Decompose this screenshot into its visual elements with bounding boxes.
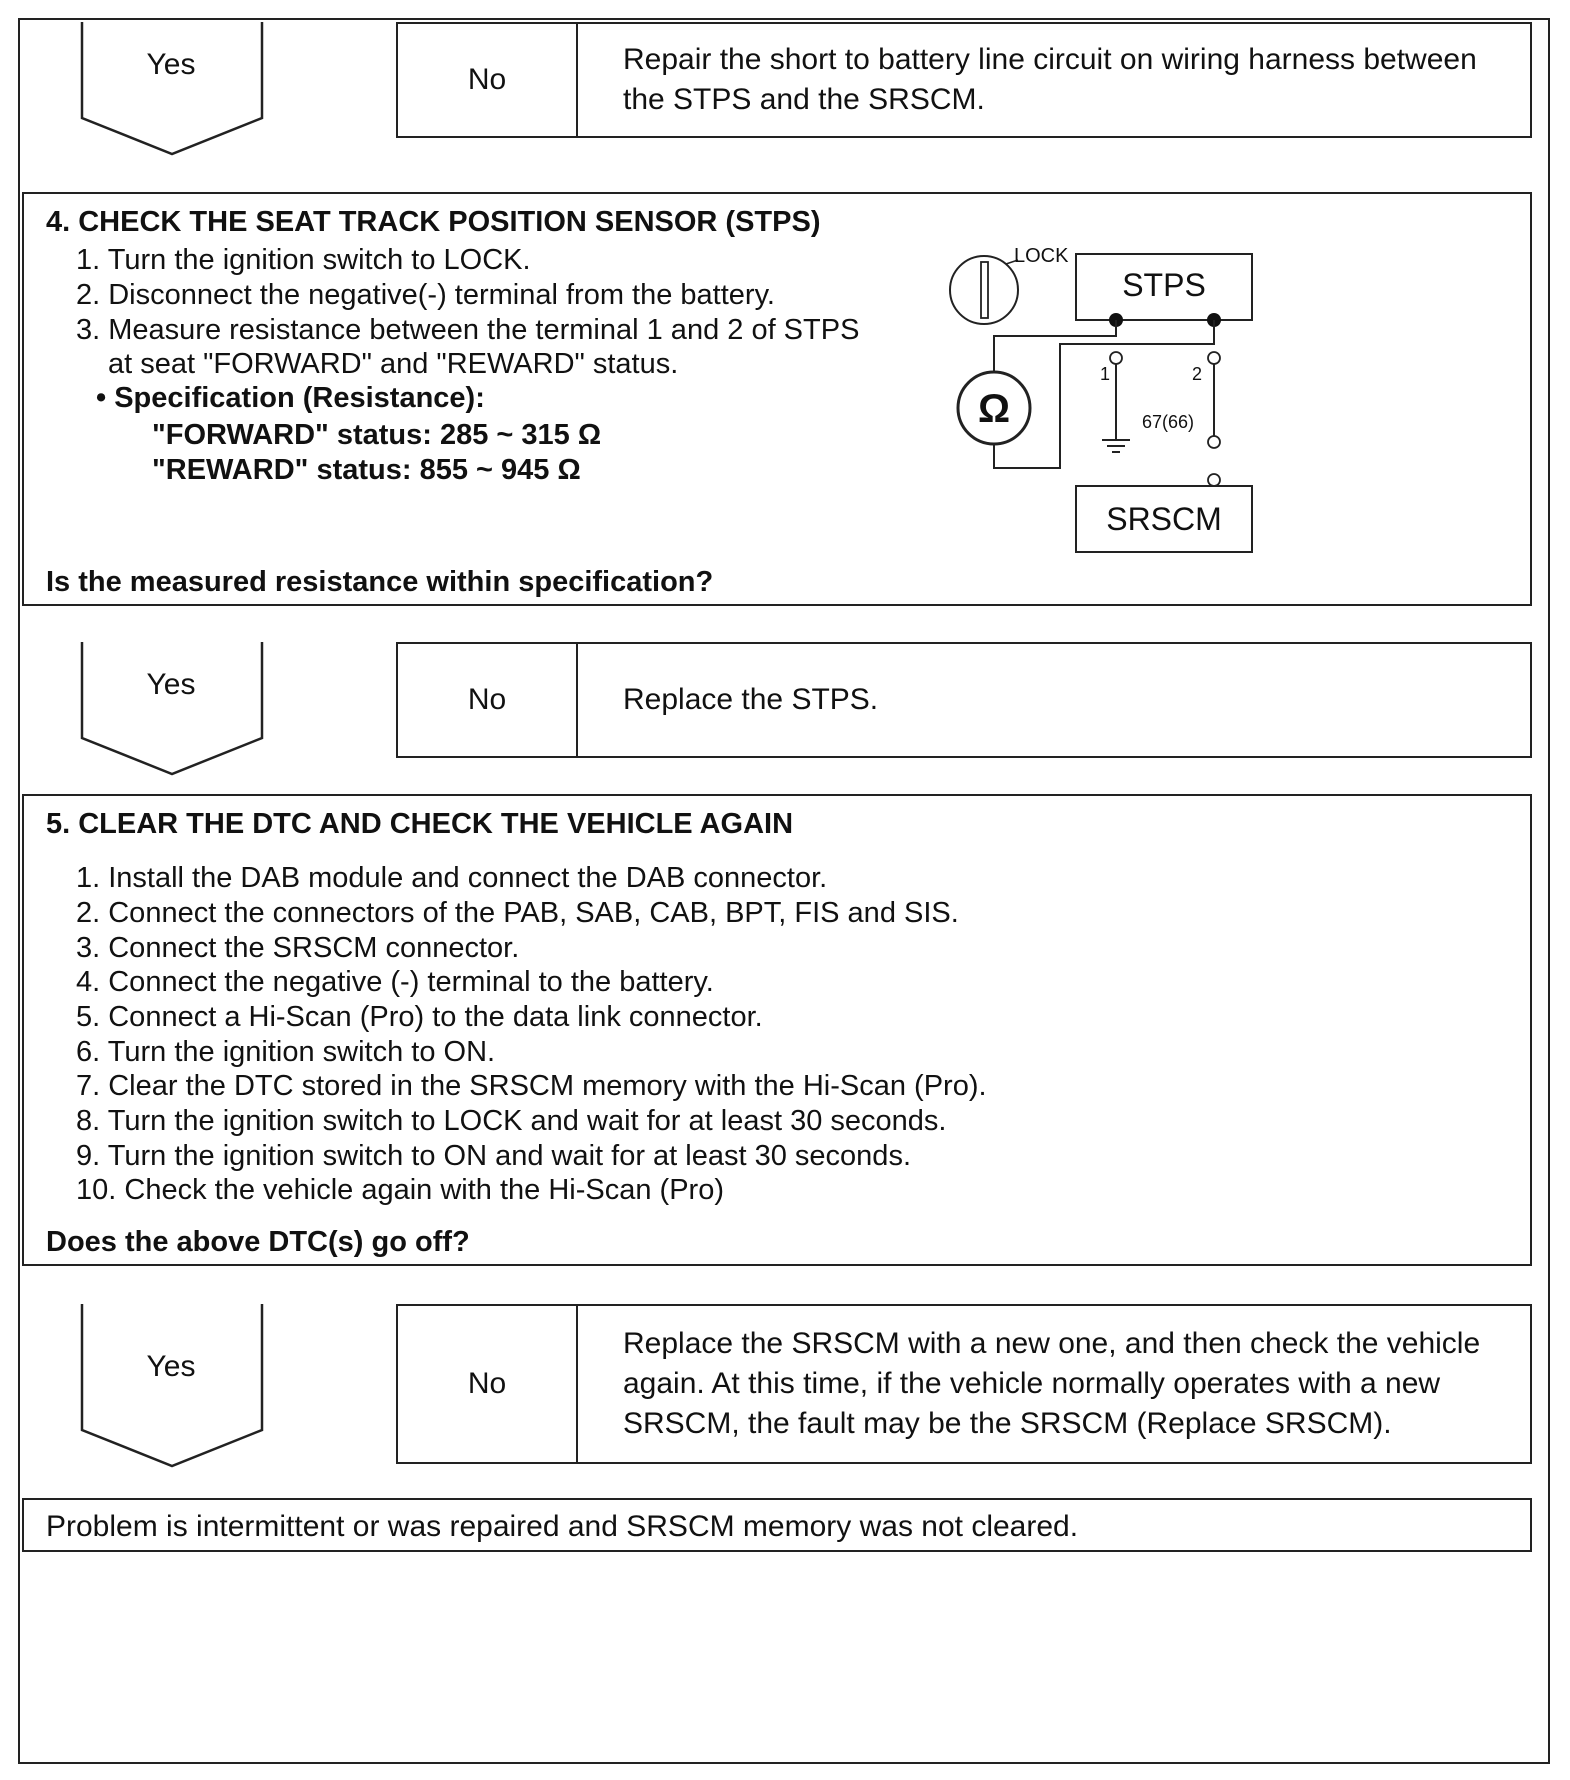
- yes-arrow-2: [80, 642, 266, 778]
- step4-item-3-cont: at seat "FORWARD" and "REWARD" status.: [108, 348, 679, 380]
- no-label-2: No: [398, 644, 578, 756]
- step5-item-4: 4. Connect the negative (-) terminal to the battery.: [76, 966, 714, 998]
- yes-label-2: Yes: [146, 668, 196, 701]
- no-box-1: [396, 22, 1532, 138]
- no-label-1: No: [398, 24, 578, 136]
- step5-item-9: 9. Turn the ignition switch to ON and wait for at least 30 seconds.: [76, 1140, 911, 1172]
- step5-item-2: 2. Connect the connectors of the PAB, SAB, CAB, BPT, FIS and SIS.: [76, 897, 959, 929]
- document-page: [18, 18, 1550, 1764]
- ignition-lock-icon: [950, 256, 1018, 324]
- lock-label: LOCK: [1014, 245, 1069, 267]
- step4-item-1: 1. Turn the ignition switch to LOCK.: [76, 244, 531, 276]
- yes-arrow-1: [80, 22, 266, 158]
- pin2-label: 2: [1192, 364, 1203, 384]
- pin1-label: 1: [1100, 364, 1111, 384]
- step5-item-10: 10. Check the vehicle again with the Hi-Scan (Pro): [76, 1174, 724, 1206]
- step4-item-2: 2. Disconnect the negative(-) terminal from the battery.: [76, 279, 775, 311]
- no-label-3: No: [398, 1306, 578, 1462]
- step5-item-1: 1. Install the DAB module and connect the DAB connector.: [76, 862, 828, 894]
- spec-reward: "REWARD" status: 855 ~ 945 Ω: [152, 454, 581, 486]
- step5-item-5: 5. Connect a Hi-Scan (Pro) to the data link connector.: [76, 1001, 763, 1033]
- yes-arrow-3: [80, 1304, 266, 1470]
- srscm-label: SRSCM: [1106, 501, 1222, 537]
- yes-label-1: Yes: [146, 48, 196, 81]
- stps-circuit-diagram: [924, 214, 1284, 554]
- step5-item-3: 3. Connect the SRSCM connector.: [76, 932, 520, 964]
- step5-box: [22, 794, 1532, 1266]
- no-box-3: [396, 1304, 1532, 1464]
- final-box: [22, 1498, 1532, 1552]
- step4-box: [22, 192, 1532, 606]
- yes-label-3: Yes: [146, 1350, 196, 1383]
- step5-item-6: 6. Turn the ignition switch to ON.: [76, 1036, 496, 1068]
- final-text: Problem is intermittent or was repaired and SRSCM memory was not cleared.: [46, 1510, 1079, 1543]
- no-action-2: Replace the STPS.: [623, 683, 879, 716]
- ohm-symbol: Ω: [977, 387, 1011, 431]
- step5-title: 5. CLEAR THE DTC AND CHECK THE VEHICLE AGAIN: [46, 808, 794, 840]
- step5-item-8: 8. Turn the ignition switch to LOCK and wait for at least 30 seconds.: [76, 1105, 947, 1137]
- spec-forward: "FORWARD" status: 285 ~ 315 Ω: [152, 419, 602, 451]
- stps-label: STPS: [1122, 267, 1206, 303]
- step4-item-3: 3. Measure resistance between the terminal 1 and 2 of STPS: [76, 314, 860, 346]
- spec-heading: • Specification (Resistance):: [96, 382, 485, 414]
- no-action-1: Repair the short to battery line circuit on wiring harness between the STPS and the SRSCM.: [623, 43, 1477, 116]
- step5-question: Does the above DTC(s) go off?: [46, 1226, 470, 1258]
- step4-title: 4. CHECK THE SEAT TRACK POSITION SENSOR (STPS): [46, 206, 821, 238]
- step4-question: Is the measured resistance within specification?: [46, 566, 714, 598]
- pin-srscm-label: 67(66): [1142, 412, 1195, 432]
- step5-item-7: 7. Clear the DTC stored in the SRSCM memory with the Hi-Scan (Pro).: [76, 1070, 987, 1102]
- no-action-3: Replace the SRSCM with a new one, and then check the vehicle again. At this time, if the vehicle normally operates with a new SRSCM, the fault may be the SRSCM (Replace SRSCM).: [623, 1327, 1481, 1440]
- no-box-2: [396, 642, 1532, 758]
